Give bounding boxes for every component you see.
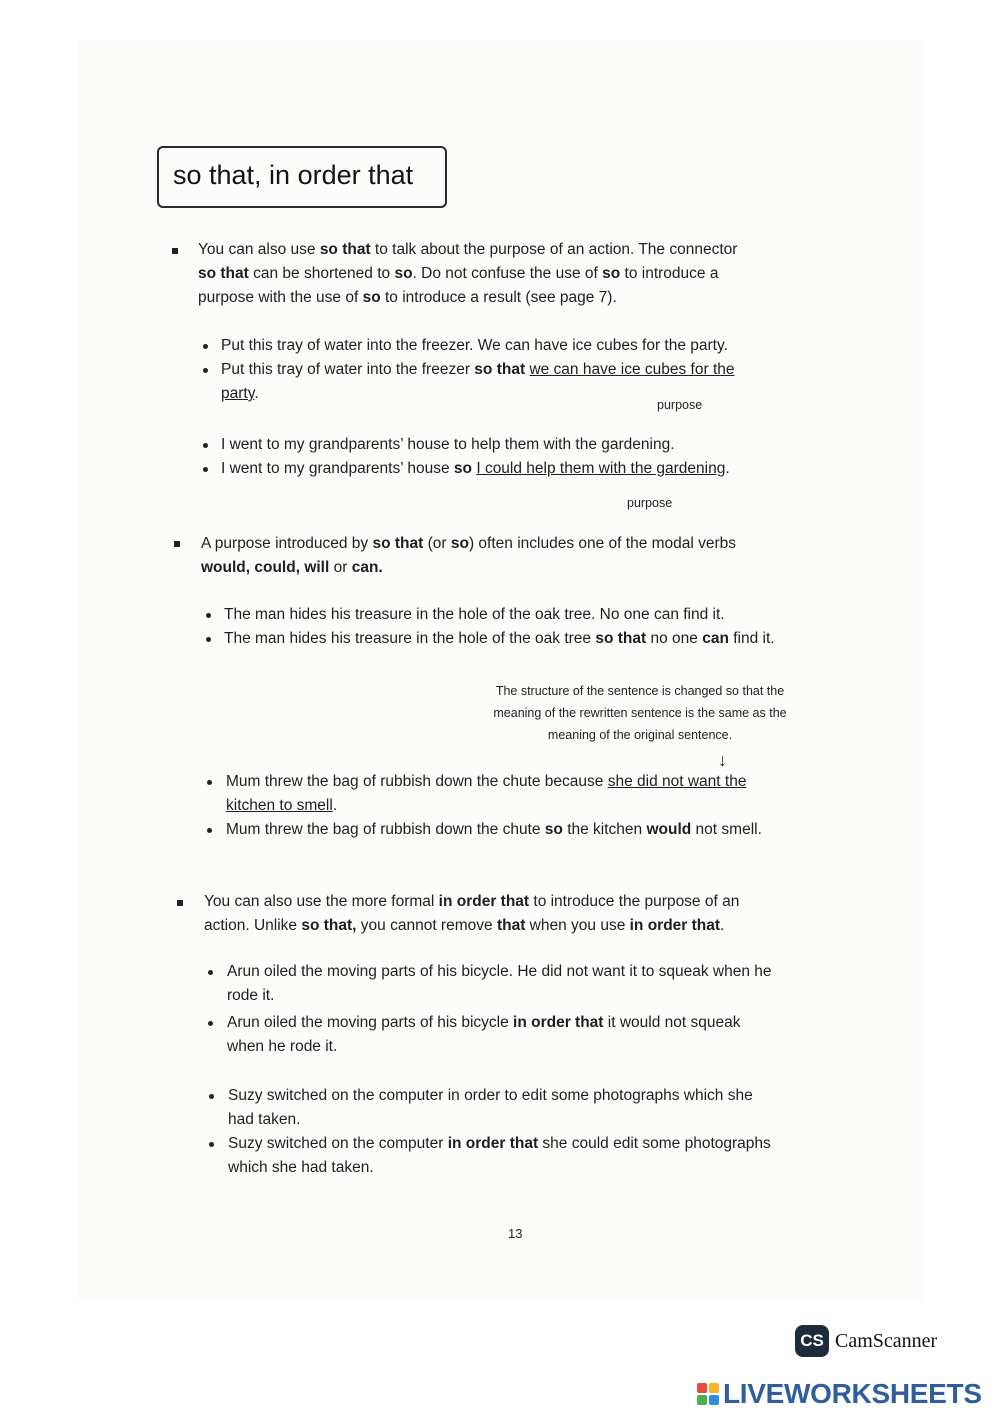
section2-text: [201, 532, 736, 580]
example-line: [221, 382, 259, 406]
text-run: .: [720, 917, 725, 934]
text-run: Arun oiled the moving parts of his bicycle: [227, 1014, 514, 1031]
underlined-text: kitchen to smell: [226, 797, 333, 814]
purpose-label: purpose: [657, 398, 703, 412]
text-run: Put this tray of water into the freezer: [221, 361, 475, 378]
text-run: when you use: [525, 917, 630, 934]
text-run: it would not squeak: [603, 1014, 741, 1031]
bold-text: in order that: [513, 1014, 604, 1031]
text-run: A purpose introduced by: [201, 535, 373, 552]
text-run: action. Unlike: [204, 917, 302, 934]
text-run: find it.: [728, 630, 775, 647]
text-run: when he rode it.: [227, 1038, 338, 1055]
example-line: [221, 433, 675, 457]
example-bullet: [203, 368, 208, 373]
text-line: [198, 262, 737, 286]
bold-text: so that,: [301, 917, 357, 934]
text-run: the kitchen: [562, 821, 647, 838]
liveworksheets-watermark: [697, 1378, 982, 1410]
section1-text: [198, 238, 737, 310]
text-line: [198, 286, 737, 310]
down-arrow-icon: ↓: [718, 750, 727, 770]
section-bullet: [172, 248, 178, 254]
text-run: Arun oiled the moving parts of his bicycle. He did not want it to squeak when he: [227, 963, 772, 980]
camscanner-watermark: [795, 1325, 937, 1357]
bold-text: so that: [372, 535, 424, 552]
text-run: to introduce the purpose of an: [529, 893, 740, 910]
text-run: or: [329, 559, 352, 576]
example-bullet: [203, 443, 208, 448]
text-line: [201, 556, 736, 580]
bold-text: so: [544, 821, 563, 838]
text-run: can be shortened to: [248, 265, 395, 282]
underlined-text: we can have ice cubes for the: [529, 361, 735, 378]
text-run: to introduce a: [620, 265, 719, 282]
example-bullet: [203, 344, 208, 349]
text-run: . Do not confuse the use of: [412, 265, 603, 282]
bold-text: can: [702, 630, 729, 647]
liveworksheets-text: LIVEWORKSHEETS: [723, 1378, 982, 1409]
underlined-text: she did not want the: [607, 773, 747, 790]
note-line: meaning of the original sentence.: [547, 728, 733, 742]
example-bullet: [207, 780, 212, 785]
text-run: I went to my grandparents’ house: [221, 460, 454, 477]
example-line: [221, 457, 730, 481]
title-box: [157, 146, 447, 208]
camscanner-text: CamScanner: [835, 1329, 938, 1352]
text-run: .: [332, 797, 338, 814]
text-run: (or: [423, 535, 451, 552]
text-run: which she had taken.: [228, 1159, 374, 1176]
page-number: 13: [508, 1226, 523, 1241]
bold-text: in order that: [447, 1135, 539, 1152]
example-line: [226, 818, 762, 842]
text-run: Put this tray of water into the freezer. We can have ice cubes for the party.: [221, 337, 728, 354]
scanned-page: [78, 40, 923, 1300]
text-run: Mum threw the bag of rubbish down the chute because: [226, 773, 608, 790]
example-line: [227, 984, 274, 1008]
bold-text: so: [450, 535, 469, 552]
bold-text: can.: [351, 559, 383, 576]
text-line: [201, 532, 736, 556]
text-run: Suzy switched on the computer: [228, 1135, 448, 1152]
example-line: [221, 334, 728, 358]
bold-text: so: [362, 289, 381, 306]
text-run: she could edit some photographs: [538, 1135, 771, 1152]
example-line: [228, 1108, 300, 1132]
bold-text: so that: [198, 265, 249, 282]
text-line: [198, 238, 737, 262]
text-run: The man hides his treasure in the hole of the oak tree: [224, 630, 596, 647]
bold-text: that: [496, 917, 526, 934]
example-line: [221, 358, 735, 382]
bold-text: so that: [319, 241, 371, 258]
example-line: [224, 603, 725, 627]
underlined-text: party: [221, 385, 255, 402]
text-line: [204, 914, 739, 938]
example-bullet: [209, 1142, 214, 1147]
bold-text: in order that: [629, 917, 721, 934]
text-run: Mum threw the bag of rubbish down the chute: [226, 821, 545, 838]
text-run: .: [254, 385, 259, 402]
bold-text: would, could, will: [201, 559, 330, 576]
text-run: Suzy switched on the computer in order to edit some photographs which she: [228, 1087, 753, 1104]
bold-text: so: [602, 265, 621, 282]
bold-text: so: [394, 265, 413, 282]
bold-text: so that: [595, 630, 647, 647]
text-run: ) often includes one of the modal verbs: [468, 535, 737, 552]
example-bullet: [206, 637, 211, 642]
text-run: to introduce a result (see page 7).: [380, 289, 617, 306]
section-bullet: [177, 900, 183, 906]
section3-text: [204, 890, 739, 938]
example-line: [228, 1084, 753, 1108]
example-bullet: [208, 970, 213, 975]
bold-text: would: [646, 821, 692, 838]
purpose-label: purpose: [627, 496, 673, 510]
text-run: not smell.: [691, 821, 762, 838]
example-bullet: [207, 828, 212, 833]
bold-text: so: [453, 460, 473, 477]
structure-note: [450, 680, 830, 746]
underlined-text: I could help them with the gardening: [476, 460, 726, 477]
example-bullet: [209, 1094, 214, 1099]
example-bullet: [206, 613, 211, 618]
example-line: [226, 770, 746, 794]
page-title: so that, in order that: [173, 160, 414, 190]
example-line: [228, 1156, 374, 1180]
example-line: [227, 960, 772, 984]
text-run: I went to my grandparents’ house to help them with the gardening.: [221, 436, 675, 453]
example-line: [227, 1035, 337, 1059]
camscanner-logo: CS: [795, 1325, 829, 1357]
liveworksheets-logo-icon: [697, 1383, 719, 1405]
text-line: [204, 890, 739, 914]
example-line: [227, 1011, 740, 1035]
text-run: to talk about the purpose of an action. The connector: [370, 241, 738, 258]
text-run: purpose with the use of: [198, 289, 363, 306]
bold-text: in order that: [438, 893, 530, 910]
text-run: The man hides his treasure in the hole of the oak tree. No one can find it.: [224, 606, 725, 623]
text-run: you cannot remove: [356, 917, 497, 934]
bold-text: so that: [474, 361, 526, 378]
example-line: [224, 627, 775, 651]
text-run: rode it.: [227, 987, 275, 1004]
example-bullet: [208, 1021, 213, 1026]
text-run: had taken.: [228, 1111, 301, 1128]
text-run: no one: [646, 630, 703, 647]
text-run: You can also use the more formal: [204, 893, 439, 910]
example-line: [228, 1132, 771, 1156]
example-bullet: [203, 467, 208, 472]
section-bullet: [174, 541, 180, 547]
note-line: The structure of the sentence is changed so that the: [495, 684, 785, 698]
text-run: .: [725, 460, 730, 477]
text-run: You can also use: [198, 241, 320, 258]
example-line: [226, 794, 337, 818]
note-line: meaning of the rewritten sentence is the same as the: [493, 706, 787, 720]
